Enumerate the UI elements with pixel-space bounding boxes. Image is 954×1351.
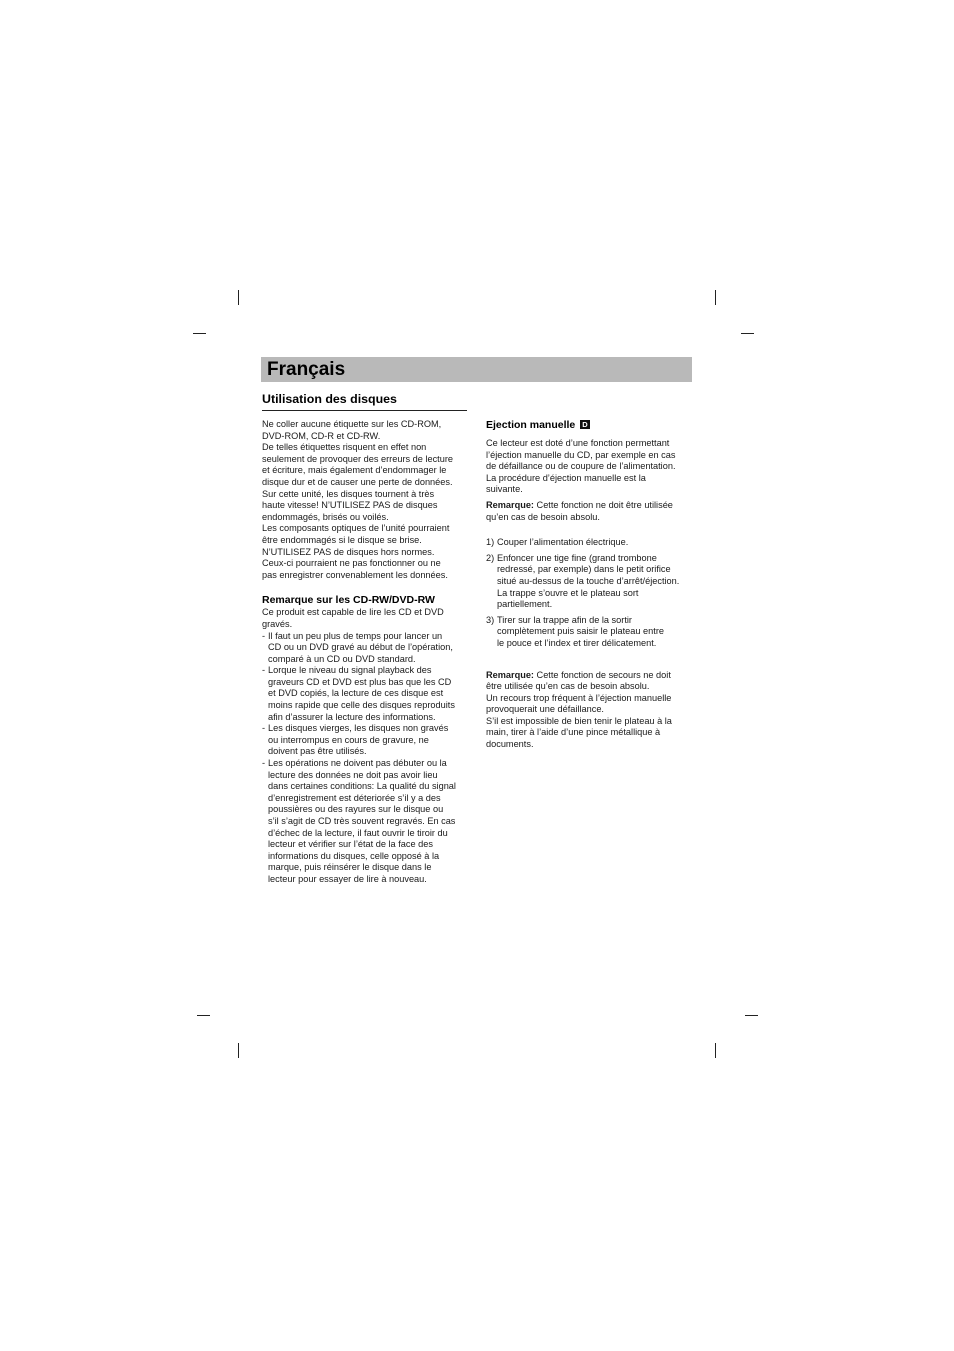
remark-intro xyxy=(262,607,467,630)
text-line: S’il est impossible de bien tenir le plateau à la xyxy=(486,715,672,726)
text-line: l’éjection manuelle du CD, par exemple en cas xyxy=(486,449,676,460)
text-line: comparé à un CD ou DVD standard. xyxy=(268,653,416,664)
step-item xyxy=(486,553,692,611)
text-line: Ce lecteur est doté d’une fonction permettant xyxy=(486,438,670,448)
remark-bullet-list xyxy=(262,631,467,886)
text-line: graveurs CD et DVD est plus bas que les CD xyxy=(268,676,452,687)
text-line: N’UTILISEZ PAS de disques hors normes. xyxy=(262,546,435,557)
crop-mark-top-left-horizontal xyxy=(193,333,206,334)
text-line: DVD-ROM, CD-R et CD-RW. xyxy=(262,430,381,441)
right-column xyxy=(486,419,692,751)
left-column xyxy=(262,391,467,886)
text-line: le pouce et l’index et tirer délicatement. xyxy=(497,637,657,648)
text-line: redressé, par exemple) dans le petit orifice xyxy=(497,564,671,575)
text-line: disque dur et de causer une perte de données. xyxy=(262,476,453,487)
text-line: et écriture, mais également d’endommager le xyxy=(262,465,447,476)
text-line: d’enregistrement est déteriorée s’il y a des xyxy=(268,792,441,803)
crop-mark-bottom-right-vertical xyxy=(715,1043,716,1058)
section-title-disc-usage: Utilisation des disques xyxy=(262,391,467,411)
text-line: Ceux-ci pourraient ne pas fonctionner ou ne xyxy=(262,558,441,569)
step-number: 3) xyxy=(486,614,495,625)
eject-steps-list xyxy=(486,537,692,649)
language-title: Français xyxy=(267,359,346,380)
crop-mark-top-right-vertical xyxy=(715,290,716,305)
text-line: doivent pas être utilisés. xyxy=(268,746,367,757)
text-line: Lorque le niveau du signal playback des xyxy=(268,665,432,676)
note-2-text xyxy=(486,670,672,750)
crop-mark-bottom-right-horizontal xyxy=(745,1015,758,1016)
text-line: de défaillance ou de coupure de l’alimentation. xyxy=(486,461,676,472)
step-number: 1) xyxy=(486,537,495,548)
text-line: être endommagés si le disque se brise. xyxy=(262,534,422,545)
text-line: qu’en cas de besoin absolu. xyxy=(486,511,600,522)
eject-title-text: Ejection manuelle xyxy=(486,419,576,431)
remark-title: Remarque sur les CD-RW/DVD-RW xyxy=(262,594,435,607)
text-line: ou interrompus en cours de gravure, ne xyxy=(268,734,429,745)
text-line: La procédure d’éjection manuelle est la xyxy=(486,472,646,483)
text-line: Tirer sur la trappe afin de la sortir xyxy=(497,614,632,625)
crop-mark-bottom-left-horizontal xyxy=(197,1015,210,1016)
text-line: Sur cette unité, les disques tournent à très xyxy=(262,488,435,499)
text-line: Cette fonction de secours ne doit xyxy=(534,669,671,680)
text-line: lecture des données ne doit pas avoir lieu xyxy=(268,769,438,780)
text-line: La trappe s’ouvre et le plateau sort xyxy=(497,587,639,598)
note-1 xyxy=(486,500,692,523)
text-line: Les opérations ne doivent pas débuter ou la xyxy=(268,758,447,769)
text-line: s’il s’agit de CD très souvent regravés. En cas xyxy=(268,816,456,826)
text-line: Ne coller aucune étiquette sur les CD-ROM, xyxy=(262,419,442,429)
note-1-label: Remarque: xyxy=(486,499,534,510)
text-line: provoquerait une défaillance. xyxy=(486,704,604,715)
text-line: Les disques vierges, les disques non gravés xyxy=(268,723,449,734)
text-line: marque, puis réinsérer le disque dans le xyxy=(268,862,432,873)
model-badge: D xyxy=(582,420,588,429)
text-line: Un recours trop fréquent à l’éjection manuelle xyxy=(486,692,672,703)
language-header-bar xyxy=(261,357,692,382)
note-2 xyxy=(486,670,692,751)
text-line: informations du disques, celle opposé à la xyxy=(268,850,440,861)
text-line: Ce produit est capable de lire les CD et DVD xyxy=(262,607,444,618)
text-line: haute vitesse! N’UTILISEZ PAS de disques xyxy=(262,500,438,511)
text-line: Il faut un peu plus de temps pour lancer un xyxy=(268,630,443,641)
text-line: complètement puis saisir le plateau entre xyxy=(497,626,664,637)
text-line: Enfoncer une tige fine (grand trombone xyxy=(497,552,657,563)
list-item xyxy=(262,665,467,723)
text-line: lecteur et vérifier sur l’état de la face des xyxy=(268,839,433,850)
list-item xyxy=(262,723,467,758)
text-line: afin d’assurer la lecture des informations. xyxy=(268,711,436,722)
text-line: documents. xyxy=(486,739,534,750)
text-line: main, tirer à l’aide d’une pince métallique à xyxy=(486,727,661,738)
text-line: gravés. xyxy=(262,618,293,629)
eject-intro xyxy=(486,438,692,496)
text-line: poussières ou des rayures sur le disque ou xyxy=(268,804,444,815)
step-item xyxy=(486,537,692,549)
text-line: d’échec de la lecture, il faut ouvrir le tiroir du xyxy=(268,827,448,838)
text-line: suivante. xyxy=(486,484,523,495)
text-line: lecteur pour essayer de lire à nouveau. xyxy=(268,873,427,884)
note-2-label: Remarque: xyxy=(486,669,534,680)
text-line: seulement de provoquer des erreurs de lecture xyxy=(262,453,454,464)
text-line: endommagés, brisés ou voilés. xyxy=(262,511,389,522)
text-line: Les composants optiques de l’unité pourraient xyxy=(262,523,450,534)
text-line: CD ou un DVD gravé au début de l’opération, xyxy=(268,642,453,653)
text-line: pas enregistrer convenablement les données. xyxy=(262,569,448,580)
text-line: être utilisée qu’en cas de besoin absolu. xyxy=(486,681,650,692)
text-line: moins rapide que celle des disques reproduits xyxy=(268,700,455,711)
step-number: 2) xyxy=(486,552,495,563)
list-item xyxy=(262,758,467,886)
crop-mark-top-right-horizontal xyxy=(741,333,754,334)
crop-mark-top-left-vertical xyxy=(238,290,239,305)
list-item xyxy=(262,631,467,666)
text-line: De telles étiquettes risquent en effet non xyxy=(262,442,427,453)
section-title-manual-eject xyxy=(486,419,692,432)
crop-mark-bottom-left-vertical xyxy=(238,1043,239,1058)
text-line: situé au-dessus de la touche d’arrêt/éjection. xyxy=(497,575,680,586)
text-line: et DVD copiés, la lecture de ces disque est xyxy=(268,688,444,699)
text-line: Cette fonction ne doit être utilisée xyxy=(534,499,673,510)
text-line: dans certaines conditions: La qualité du signal xyxy=(268,781,456,792)
text-line: Couper l’alimentation électrique. xyxy=(497,537,629,548)
text-line: partiellement. xyxy=(497,599,553,610)
step-item xyxy=(486,615,692,650)
intro-paragraph xyxy=(262,419,467,581)
